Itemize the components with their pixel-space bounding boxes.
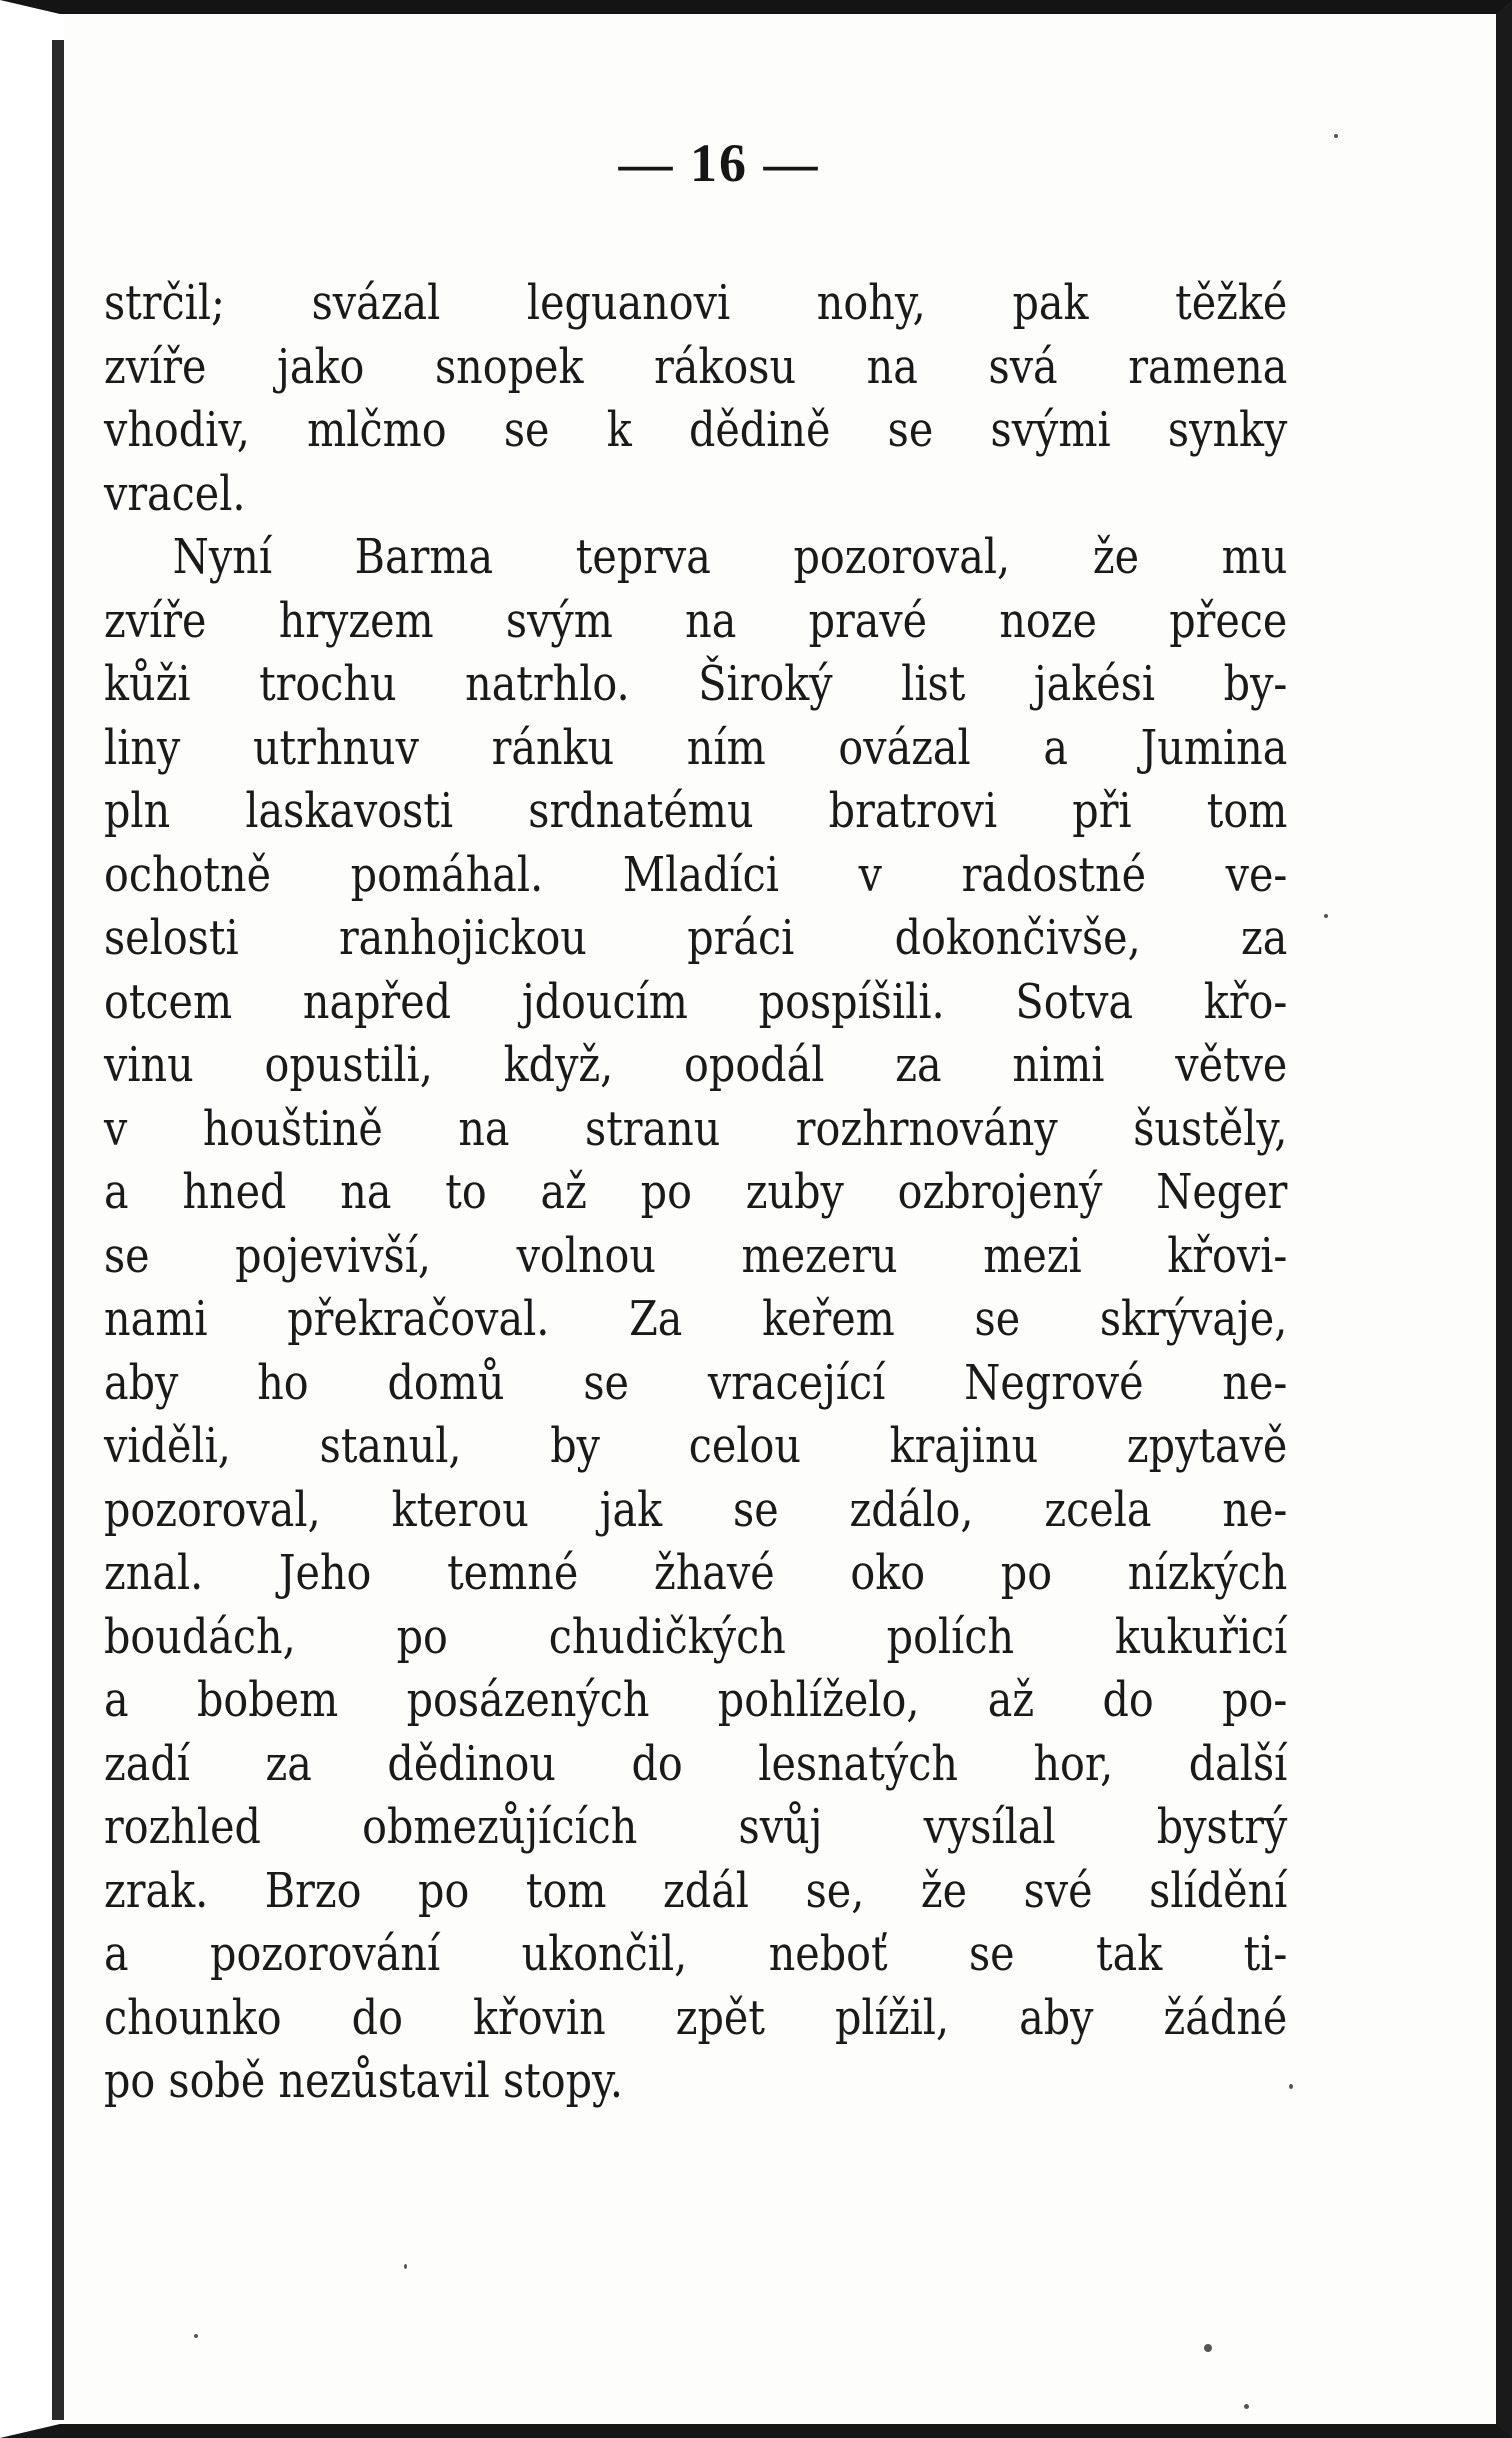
text-line: zvíře jako snopek rákosu na svá ramena [104,338,1288,395]
text-line: ochotně pomáhal. Mladíci v radostné ve- [104,846,1288,903]
text-line: rozhled obmezůjících svůj vysílal bystrý [104,1799,1288,1855]
paragraph-2 [104,526,1287,2114]
text-line: aby ho domů se vracející Negrové ne- [104,1354,1288,1411]
text-line: strčil; svázal leguanovi nohy, pak těžké [104,275,1288,331]
text-line: viděli, stanul, by celou krajinu zpytavě [104,1418,1288,1474]
text-line: znal. Jeho temné žhavé oko po nízkých [104,1545,1288,1601]
text-line: chounko do křovin zpět plížil, aby žádné [104,1989,1288,2046]
paragraph-1 [104,272,1287,526]
body-text [104,272,1287,2114]
text-line: vhodiv, mlčmo se k dědině se svými synky [104,402,1288,458]
text-line: Nyní Barma teprva pozoroval, že mu [172,529,1288,585]
text-line: boudách, po chudičkých polích kukuřicí [104,1608,1288,1665]
speck [1324,914,1328,918]
text-line: zrak. Brzo po tom zdál se, že své slídění [104,1862,1288,1919]
text-line: nami překračoval. Za keřem se skrývaje, [104,1291,1288,1347]
speck [404,2264,407,2269]
speck [1244,2404,1249,2409]
speck [194,2334,198,2338]
text-line: a bobem posázených pohlíželo, až do po- [104,1672,1288,1728]
text-line: selosti ranhojickou práci dokončivše, za [104,910,1288,966]
text-line: po sobě nezůstavil stopy. [104,2053,624,2109]
text-line: zadí za dědinou do lesnatých hor, další [104,1735,1288,1792]
book-page [64,14,1496,2424]
text-line: zvíře hryzem svým na pravé noze přece [104,592,1288,649]
text-line: a pozorování ukončil, neboť se tak ti- [104,1926,1288,1982]
page-binding-edge [52,40,64,2420]
text-line: pozoroval, kterou jak se zdálo, zcela ne- [104,1481,1288,1538]
speck [1289,2084,1293,2089]
text-line: vracel. [104,465,246,522]
text-line: otcem napřed jdoucím pospíšili. Sotva křo- [104,973,1288,1030]
page-number: — 16 — [618,133,820,193]
speck [1204,2344,1212,2352]
text-line: kůži trochu natrhlo. Široký list jakési by- [104,656,1288,712]
speck [1334,134,1338,138]
text-line: se pojevivší, volnou mezeru mezi křovi- [104,1227,1288,1284]
text-line: pln laskavosti srdnatému bratrovi při tom [104,783,1288,839]
text-line: liny utrhnuv ránku ním ovázal a Jumina [104,719,1288,776]
text-line: vinu opustili, když, opodál za nimi větve [104,1037,1288,1093]
text-line: v houštině na stranu rozhrnovány šustěly, [104,1100,1288,1157]
text-line: a hned na to až po zuby ozbrojený Neger [104,1164,1288,1220]
